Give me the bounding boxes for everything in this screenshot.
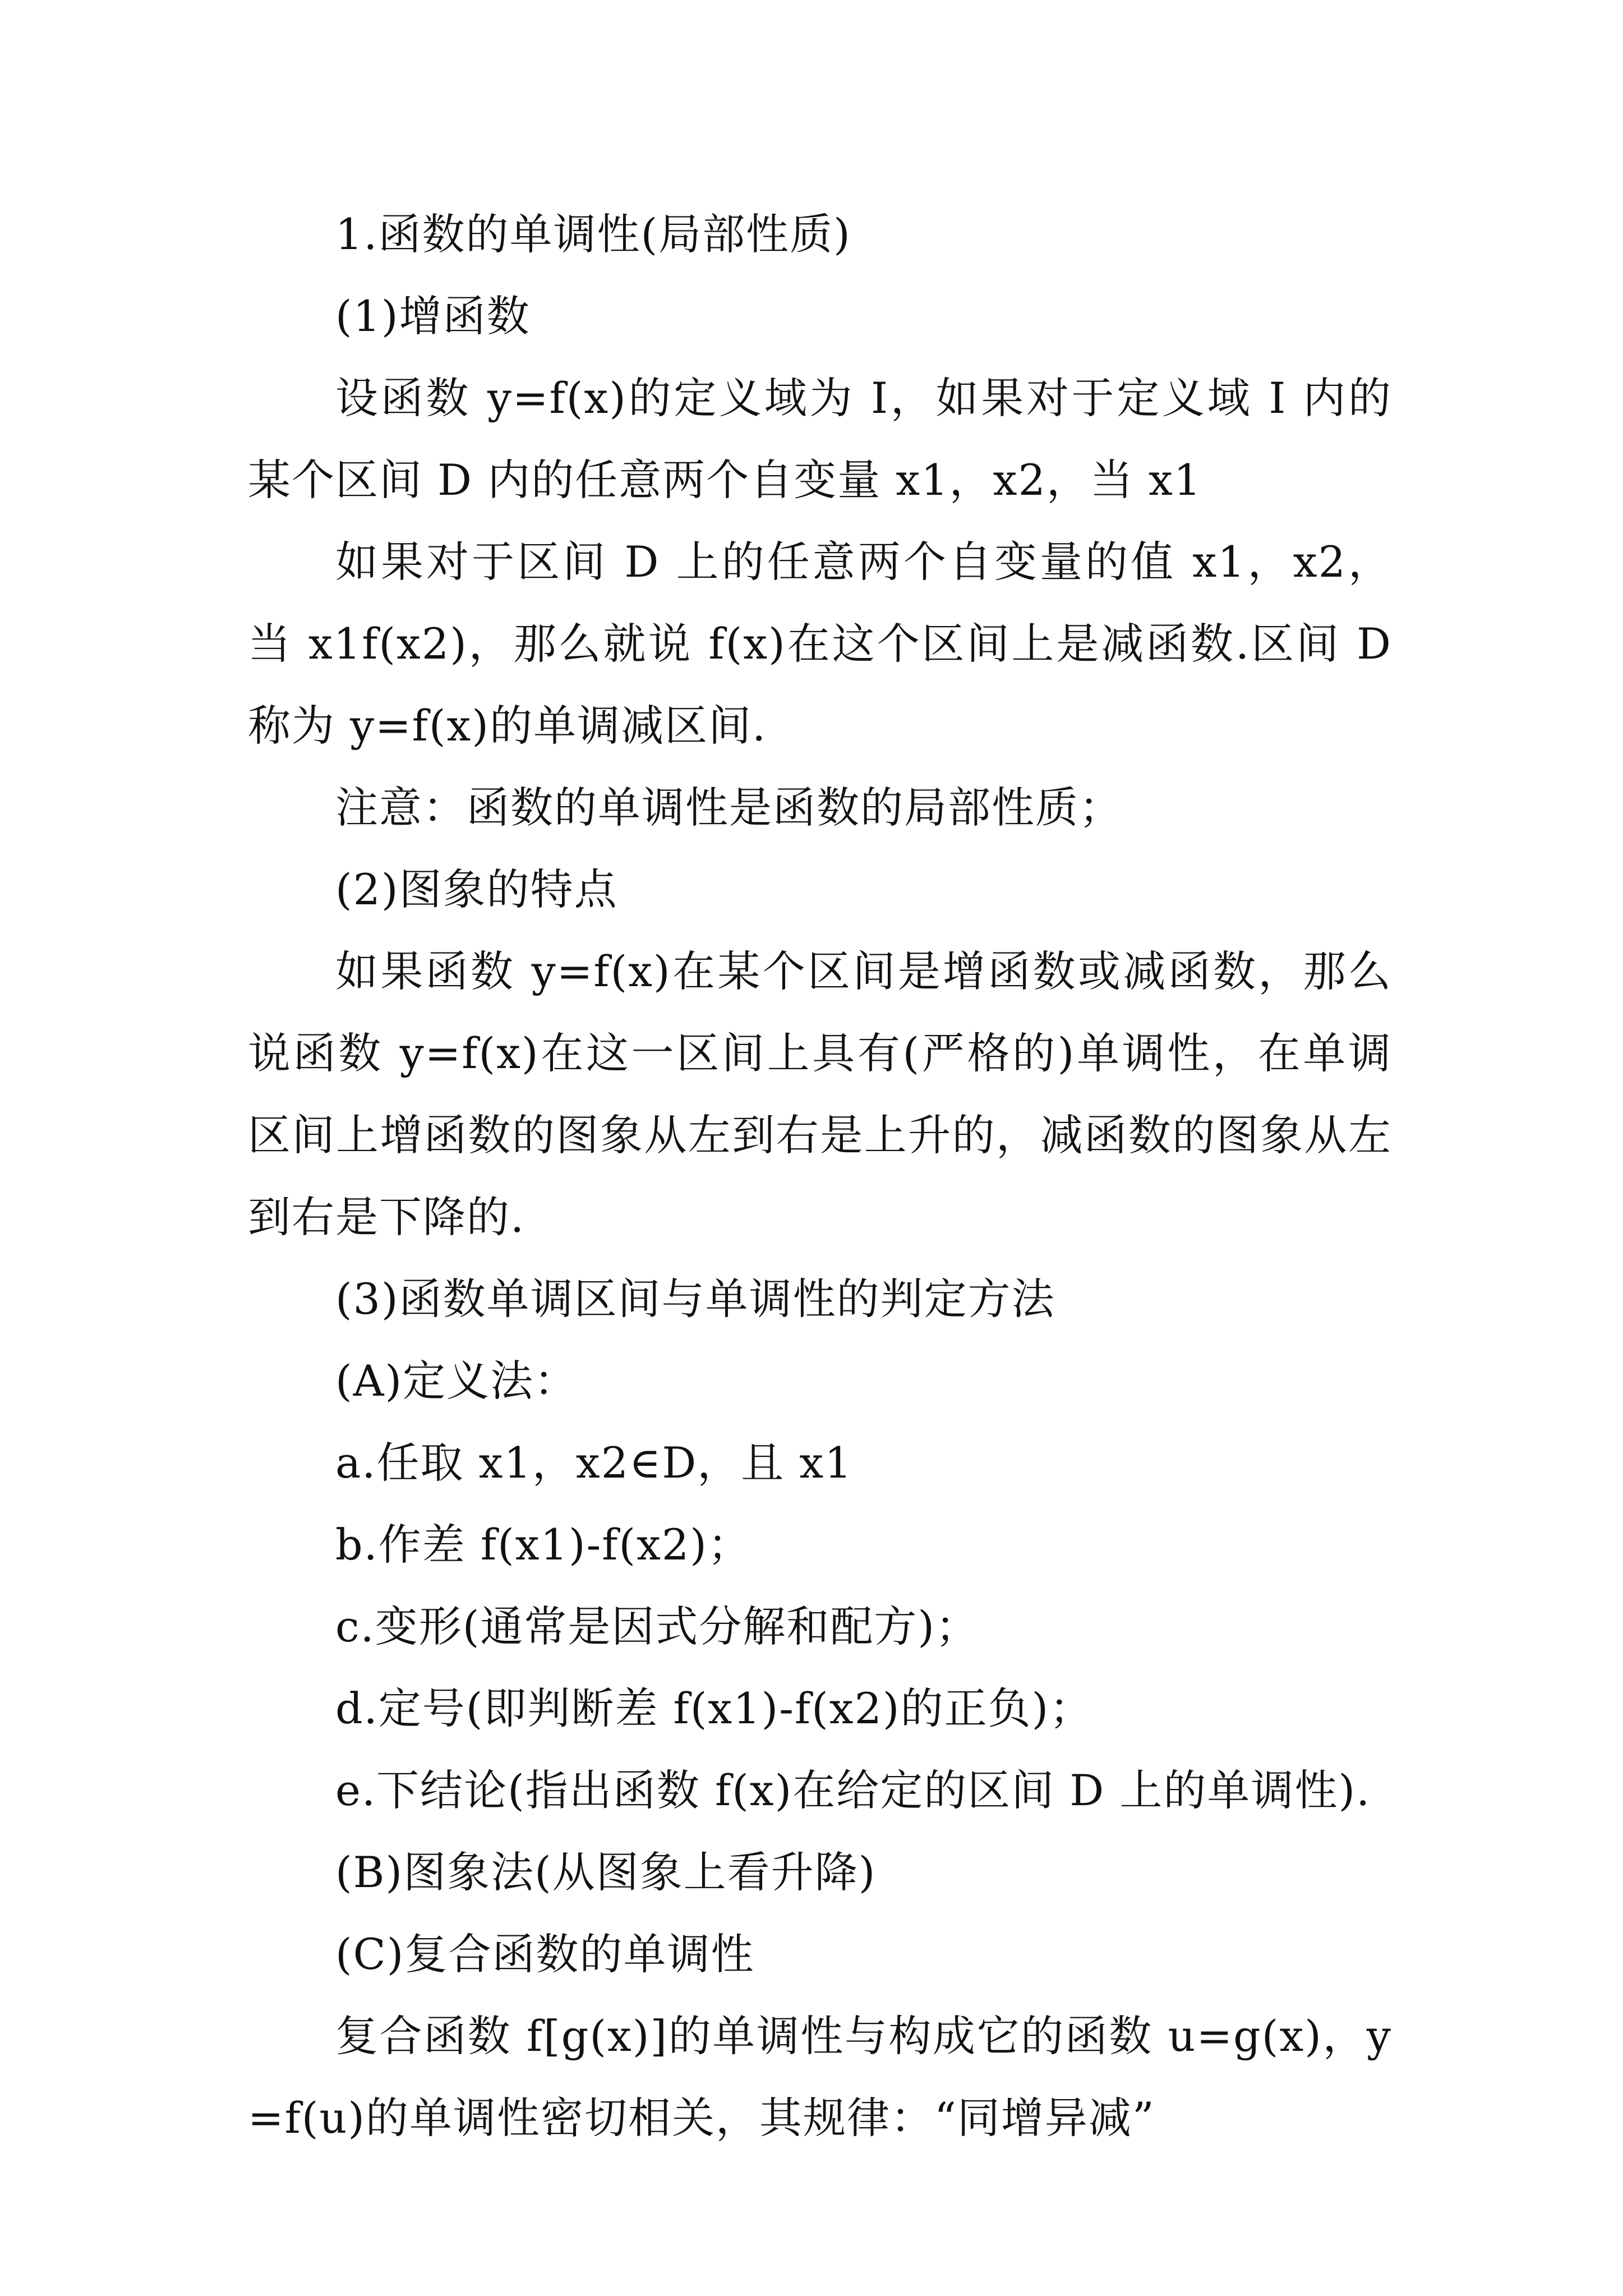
method-composite-heading: (C)复合函数的单调性 <box>335 1929 755 1979</box>
paragraph-note: 注意：函数的单调性是函数的局部性质； <box>335 783 1123 832</box>
method-graph-heading: (B)图象法(从图象上看升降) <box>335 1847 877 1897</box>
subheading-increasing-function: (1)增函数 <box>335 291 531 341</box>
step-c: c.变形(通常是因式分解和配方)； <box>335 1602 980 1651</box>
paragraph-composite-function: 复合函数 f[g(x)]的单调性与构成它的函数 u=g(x)，y=f(u)的单调性密切相关，其规律：“同增异减” <box>248 2011 1392 2143</box>
step-d: d.定号(即判断差 f(x1)-f(x2)的正负)； <box>335 1683 1094 1733</box>
method-definition-heading: (A)定义法： <box>335 1356 578 1406</box>
subheading-graph-features: (2)图象的特点 <box>335 864 618 914</box>
paragraph-decreasing-definition: 如果对于区间 D 上的任意两个自变量的值 x1，x2，当 x1f(x2)，那么就说 f(x)在这个区间上是减函数.区间 D 称为 y=f(x)的单调减区间. <box>248 537 1392 751</box>
step-e: e.下结论(指出函数 f(x)在给定的区间 D 上的单调性). <box>335 1765 1371 1815</box>
step-b: b.作差 f(x1)-f(x2)； <box>335 1520 751 1570</box>
section-heading-monotonicity: 1.函数的单调性(局部性质) <box>335 209 851 259</box>
paragraph-graph-features: 如果函数 y=f(x)在某个区间是增函数或减函数，那么说函数 y=f(x)在这一区间上具有(严格的)单调性，在单调区间上增函数的图象从左到右是上升的，减函数的图象从左到右是下降的. <box>248 946 1392 1242</box>
document-body <box>248 194 1392 2159</box>
paragraph-increasing-definition: 设函数 y=f(x)的定义域为 I，如果对于定义域 I 内的某个区间 D 内的任意两个自变量 x1，x2，当 x1 <box>248 373 1392 505</box>
step-a: a.任取 x1，x2∈D，且 x1 <box>335 1438 853 1488</box>
subheading-determination-methods: (3)函数单调区间与单调性的判定方法 <box>335 1274 1055 1324</box>
